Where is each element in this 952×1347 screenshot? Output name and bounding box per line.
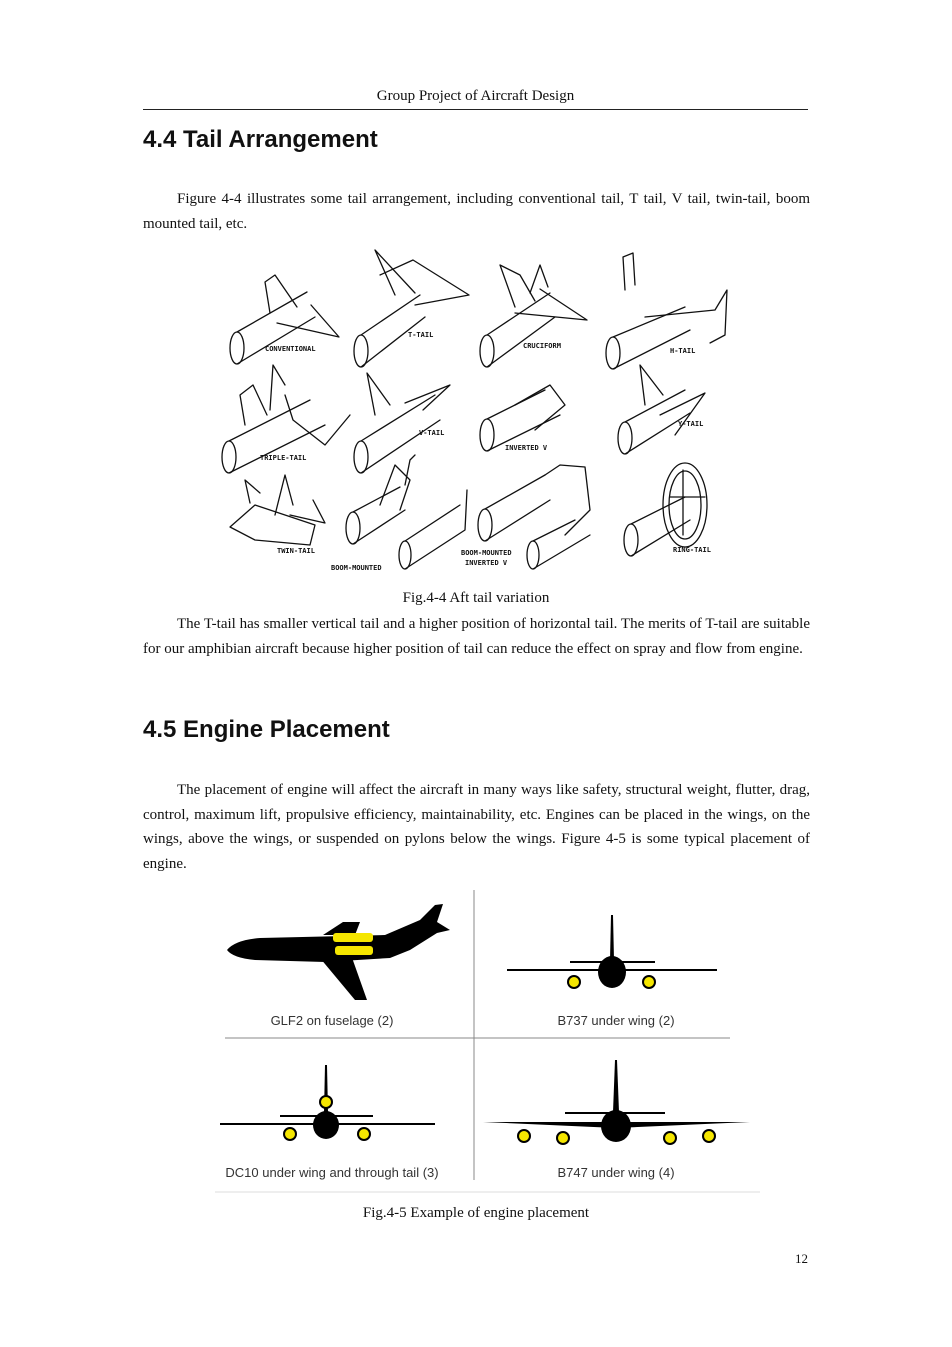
page-number: 12 [795, 1251, 808, 1266]
label-twin-tail: TWIN-TAIL [277, 547, 315, 555]
triple-tail-drawing [222, 365, 350, 473]
boom-mounted-drawing [331, 455, 467, 572]
label-v-tail: V-TAIL [419, 429, 445, 437]
section-heading-engine-placement: 4.5 Engine Placement [143, 716, 390, 743]
label-b737: B737 under wing (2) [557, 1013, 675, 1028]
glf2-silhouette [227, 904, 450, 1000]
figure-4-5-caption: Fig.4-5 Example of engine placement [362, 1205, 590, 1221]
t-tail-drawing [354, 250, 469, 367]
paragraph-tail-intro: Figure 4-4 illustrates some tail arrangement, including conventional tail, T tail, V tail, twin-tail, boom mounted tail, etc. [143, 191, 810, 232]
header-rule [143, 109, 808, 110]
label-y-tail: Y-TAIL [678, 420, 704, 428]
inverted-v-drawing [480, 385, 565, 452]
conventional-tail-drawing [230, 275, 339, 364]
y-tail-drawing [618, 365, 705, 454]
label-boom-mounted: BOOM-MOUNTED [331, 564, 382, 572]
dc10-silhouette [220, 1065, 435, 1140]
label-inverted-v: INVERTED V [505, 444, 548, 452]
engine-placement-figure [215, 890, 760, 1195]
cruciform-tail-drawing [480, 265, 587, 367]
v-tail-drawing [354, 373, 450, 473]
label-cruciform: CRUCIFORM [523, 342, 561, 350]
label-boom-mounted-inverted-1: BOOM-MOUNTED [461, 549, 512, 557]
label-dc10: DC10 under wing and through tail (3) [225, 1165, 439, 1180]
running-header: Group Project of Aircraft Design [376, 88, 575, 104]
paragraph-engine-intro: The placement of engine will affect the aircraft in many ways like safety, structural weight, flutter, drag, control, maximum lift, propulsive efficiency, maintainability, etc. Engines can be placed in the wings, on the wings, above the wings, or suspended on pylons below the wings. Figure 4-5 is some typical placement of engine. [143, 782, 810, 872]
label-h-tail: H-TAIL [670, 347, 696, 355]
paragraph-t-tail: The T-tail has smaller vertical tail and a higher position of horizontal tail. The merits of T-tail are suitable for our amphibian aircraft because higher position of tail can reduce the effect on spray and flow from engine. [143, 616, 810, 657]
ring-tail-drawing [624, 463, 711, 556]
h-tail-drawing [606, 253, 727, 369]
b747-silhouette [483, 1060, 750, 1144]
figure-4-4-caption: Fig.4-4 Aft tail variation [402, 590, 550, 606]
b737-silhouette [507, 915, 717, 988]
label-conventional: CONVENTIONAL [265, 345, 316, 353]
label-triple-tail: TRIPLE-TAIL [260, 454, 307, 462]
boom-mounted-inverted-v-drawing [461, 465, 590, 569]
label-boom-mounted-inverted-2: INVERTED V [465, 559, 508, 567]
label-t-tail: T-TAIL [408, 331, 434, 339]
section-heading-tail-arrangement: 4.4 Tail Arrangement [143, 126, 378, 153]
label-b747: B747 under wing (4) [557, 1165, 675, 1180]
tail-arrangement-figure [215, 235, 735, 580]
label-glf2: GLF2 on fuselage (2) [270, 1013, 394, 1028]
twin-tail-drawing [230, 475, 325, 555]
label-ring-tail: RING-TAIL [673, 546, 711, 554]
